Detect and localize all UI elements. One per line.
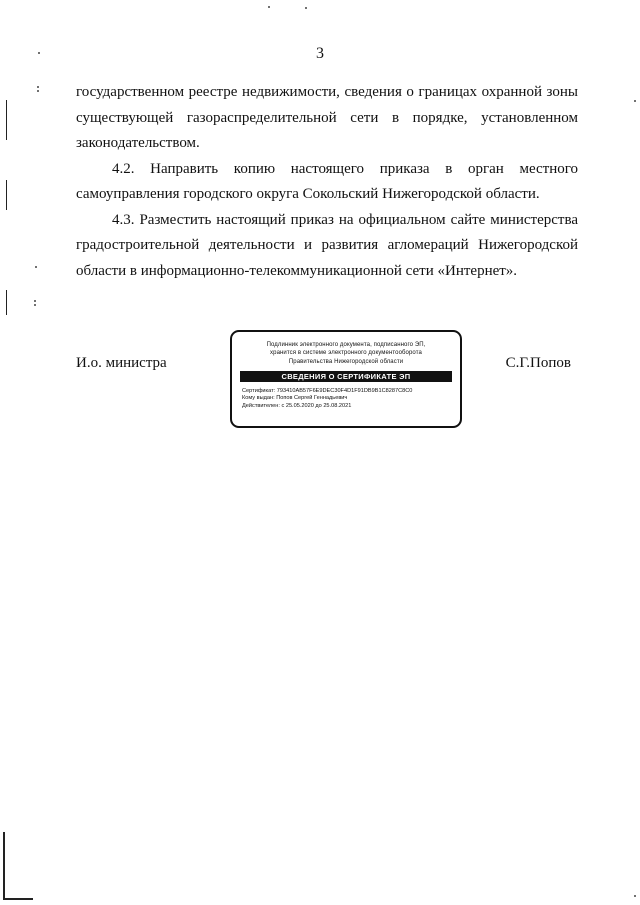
scan-speck — [38, 52, 40, 54]
scan-speck — [634, 895, 636, 897]
stamp-notice — [232, 341, 460, 366]
certificate-value: 793410AB57F6E9DEC30F4D1F91DB9B1C8287C8C0 — [276, 387, 413, 394]
signer-position: И.о. министра — [76, 355, 167, 371]
scan-speck — [37, 90, 39, 92]
issued-to-value: Попов Сергей Геннадьевич — [276, 395, 348, 402]
scan-edge-mark — [6, 180, 7, 210]
scan-edge-mark — [6, 100, 7, 140]
scan-edge-mark — [3, 832, 5, 900]
scan-speck — [305, 7, 307, 9]
scan-speck — [268, 6, 270, 8]
signer-name: С.Г.Попов — [505, 355, 571, 371]
document-body — [76, 80, 578, 284]
scan-edge-mark — [3, 898, 33, 900]
stamp-notice-line: Правительства Нижегородской области — [288, 358, 404, 365]
scan-speck — [35, 266, 37, 268]
paragraph-4-2: 4.2. Направить копию настоящего приказа в орган местного самоуправления городского округа Сокольский Нижегородской области. — [76, 160, 578, 202]
stamp-certificate-details — [242, 388, 452, 411]
scan-speck — [634, 100, 636, 102]
page-number: 3 — [316, 45, 324, 62]
valid-value: с 25.05.2020 до 25.08.2021 — [281, 403, 352, 410]
stamp-certificate-header: СВЕДЕНИЯ О СЕРТИФИКАТЕ ЭП — [240, 371, 452, 382]
certificate-label: Сертификат: — [242, 387, 276, 394]
scan-speck — [37, 86, 39, 88]
stamp-notice-line: Подлинник электронного документа, подписанного ЭП, — [266, 342, 426, 348]
scan-speck — [34, 300, 36, 302]
valid-label: Действителен: — [242, 403, 280, 410]
stamp-notice-line: хранится в системе электронного документооборота — [270, 350, 422, 357]
scan-edge-mark — [6, 290, 7, 315]
stamp-valid-row — [242, 403, 452, 411]
paragraph-4-3: 4.3. Разместить настоящий приказ на официальном сайте министерства градостроительной деятельности и развития агломераций Нижегородской области в информационно-телекоммуникационной сети «Интернет». — [76, 211, 578, 279]
scan-speck — [34, 304, 36, 306]
stamp-issued-row — [242, 395, 452, 403]
issued-to-label: Кому выдан: — [242, 395, 275, 402]
electronic-signature-stamp — [230, 330, 462, 428]
paragraph-continuation: государственном реестре недвижимости, сведения о границах охранной зоны существующей газораспределительной сети в порядке, установленном законодательством. — [76, 84, 578, 151]
